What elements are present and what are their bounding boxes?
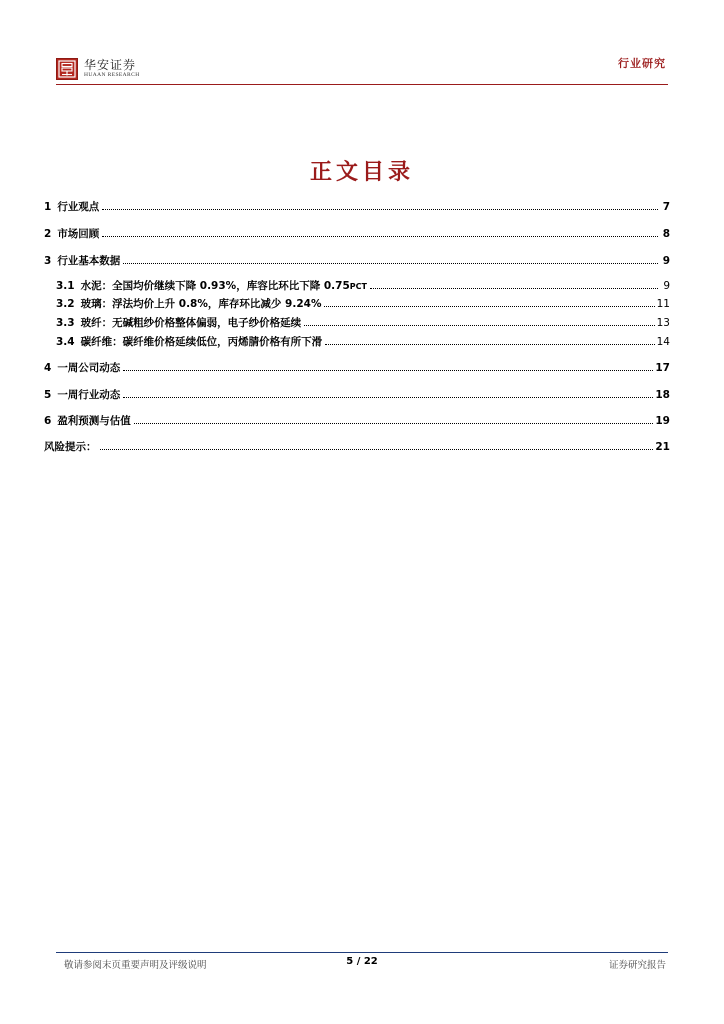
toc-entry-3-2[interactable] (44, 296, 670, 312)
toc-entry-4[interactable] (44, 360, 670, 376)
toc-entry-number: 3.1 (56, 280, 75, 292)
toc-entry-title: 一周公司动态 (57, 362, 121, 374)
toc-entry-number: 5 (44, 389, 52, 401)
toc-entry-title: 玻璃：浮法均价上升 0.8%，库存环比减少 9.24% (80, 298, 322, 310)
toc-entry-number: 3.3 (56, 317, 75, 329)
toc-dot-leader (100, 449, 654, 450)
toc-entry-title: 水泥：全国均价继续下降 0.93%，库容比环比下降 0.75 (80, 280, 350, 292)
toc-entry-number: 6 (44, 415, 52, 427)
toc-entry-page: 7 (662, 201, 670, 213)
toc-entry-2[interactable] (44, 226, 670, 242)
toc-entry-3-4[interactable] (44, 334, 670, 350)
toc-dot-leader (123, 263, 658, 264)
toc-entry-6[interactable] (44, 413, 670, 429)
toc-entry-number: 2 (44, 228, 52, 240)
toc-entry-title-suffix: PCT (349, 282, 367, 291)
page-total: 22 (363, 956, 378, 967)
toc-title: 正文目录 (309, 160, 414, 185)
company-logo (56, 58, 140, 80)
toc-entry-5[interactable] (44, 387, 670, 403)
toc-entry-page: 21 (655, 441, 670, 453)
toc-entry-page: 9 (663, 280, 670, 292)
toc-entry-page: 13 (656, 317, 670, 329)
page-header (0, 0, 724, 90)
toc-dot-leader (102, 209, 658, 210)
toc-entry-number: 4 (44, 362, 52, 374)
toc-entry-title: 市场回顾 (57, 228, 100, 240)
company-seal-icon (56, 58, 78, 80)
toc-dot-leader (102, 236, 658, 237)
toc-dot-leader (324, 306, 654, 307)
logo-english-name: HUAAN RESEARCH (84, 72, 140, 79)
toc-entry-title: 行业基本数据 (57, 255, 121, 267)
toc-dot-leader (325, 344, 655, 345)
toc-entry-title: 行业观点 (57, 201, 100, 213)
toc-entry-page: 17 (655, 362, 670, 374)
footer-disclaimer: 敬请参阅末页重要声明及评级说明 (64, 960, 207, 971)
logo-chinese-name: 华安证券 (84, 58, 137, 73)
toc-entry-page: 18 (655, 389, 670, 401)
toc-entry-risk[interactable] (44, 439, 670, 455)
toc-entry-page: 9 (662, 255, 670, 267)
toc-entry-number: 3.2 (56, 298, 75, 310)
footer-report-type: 证券研究报告 (608, 960, 666, 971)
toc-entry-page: 14 (656, 336, 670, 348)
header-divider (56, 84, 668, 85)
page-separator: / (356, 956, 361, 967)
toc-entry-3-1[interactable] (44, 278, 670, 294)
toc-dot-leader (304, 325, 655, 326)
toc-dot-leader (134, 423, 654, 424)
toc-entry-title: 碳纤维：碳纤维价格延续低位，丙烯腈价格有所下滑 (80, 336, 323, 348)
toc-entry-number: 3 (44, 255, 52, 267)
toc-entry-title: 一周行业动态 (57, 389, 121, 401)
toc-entry-3[interactable] (44, 253, 670, 269)
footer-divider (56, 952, 668, 953)
page-current: 5 (346, 956, 354, 967)
toc-entry-page: 11 (656, 298, 670, 310)
toc-entry-title: 盈利预测与估值 (57, 415, 131, 427)
toc-dot-leader (370, 288, 658, 289)
toc-entry-title: 玻纤：无碱粗纱价格整体偏弱，电子纱价格延续 (80, 317, 302, 329)
toc-entry-title: 风险提示： (44, 441, 97, 453)
toc-entry-number: 1 (44, 201, 52, 213)
toc-entry-page: 19 (655, 415, 670, 427)
toc-dot-leader (123, 370, 653, 371)
toc-entry-1[interactable] (44, 199, 670, 215)
toc-entry-3-3[interactable] (44, 315, 670, 331)
toc-dot-leader (123, 397, 653, 398)
toc-entry-page: 8 (662, 228, 670, 240)
report-category: 行业研究 (618, 57, 666, 70)
toc-entry-number: 3.4 (56, 336, 75, 348)
